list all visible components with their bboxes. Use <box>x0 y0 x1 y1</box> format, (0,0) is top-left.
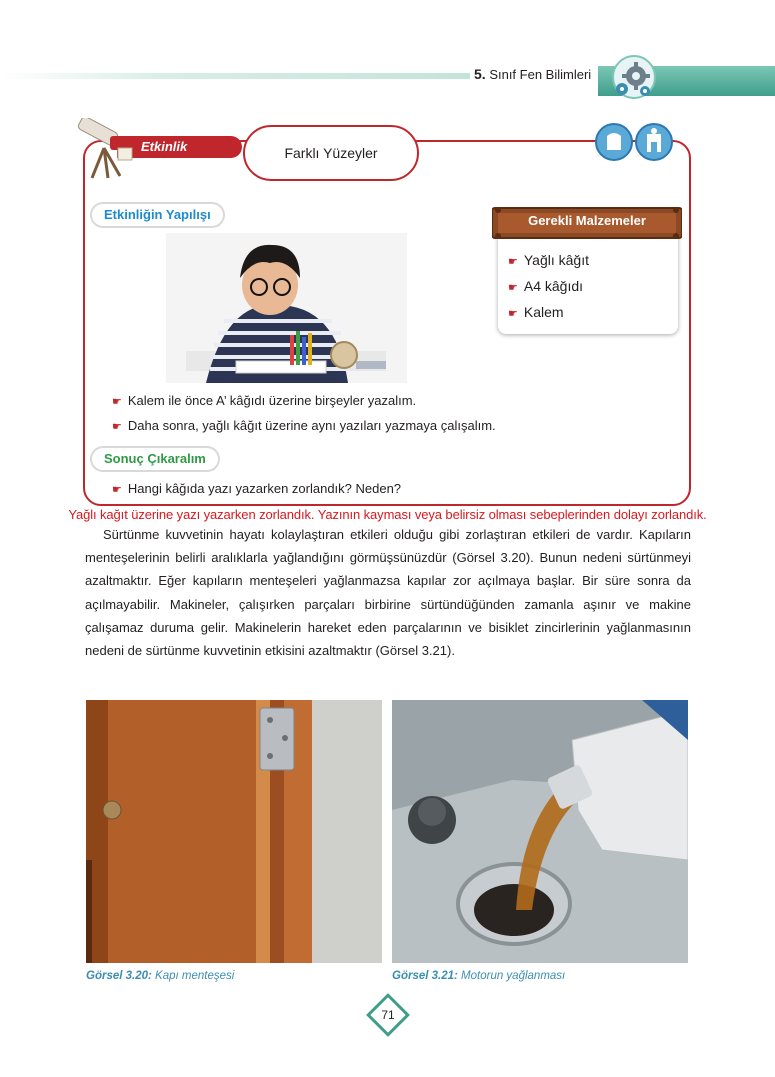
gear-icon <box>606 51 658 103</box>
list-item: ☛ Kalem <box>508 304 564 320</box>
header-rule <box>0 73 470 79</box>
telescope-icon <box>74 118 140 180</box>
pointing-hand-icon: ☛ <box>112 484 122 496</box>
pointing-hand-icon: ☛ <box>508 308 518 320</box>
conclusion-heading: Sonuç Çıkaralım <box>92 448 218 470</box>
door-hinge-photo <box>86 700 382 963</box>
materials-list <box>508 248 589 326</box>
activity-title: Farklı Yüzeyler <box>243 125 419 181</box>
pointing-hand-icon: ☛ <box>508 256 518 268</box>
pointing-hand-icon: ☛ <box>112 396 122 408</box>
list-item: ☛ A4 kâğıdı <box>508 278 584 294</box>
pointing-hand-icon: ☛ <box>112 421 122 433</box>
safety-gear-icon <box>594 122 674 162</box>
materials-heading: Gerekli Malzemeler <box>528 213 646 228</box>
boy-writing-photo <box>166 233 407 383</box>
activity-question: ☛ Hangi kâğıda yazı yazarken zorlandık? Neden? <box>112 481 402 496</box>
chapter-name: Sınıf Fen Bilimleri <box>489 67 592 82</box>
chapter-number: 5. <box>474 66 486 82</box>
answer-text: Yağlı kağıt üzerine yazı yazarken zorlandık. Yazının kayması veya belirsiz olması sebeplerinden dolayı zorlandık. <box>68 507 707 522</box>
page-number: 71 <box>381 1008 395 1022</box>
pointing-hand-icon: ☛ <box>508 282 518 294</box>
figure-caption-3-20: Görsel 3.20: Kapı menteşesi <box>86 970 235 982</box>
body-paragraph: Sürtünme kuvvetinin hayatı kolaylaştıran etkileri olduğu gibi zorlaştıran etkileri de vardır. Kapıların menteşelerinin belirli aralıklarla yağlandığını görmüşsünüzdür (Görsel 3.20). Bunun nedeni sürtünmeyi azaltmaktır. Eğer kapıların menteşeleri yağlanmazsa kapılar zor açılmaya başlar. Bir süre sonra da açılmayabilir. Makineler, çalışırken parçaları birbirine sürtündüğünden zamanla aşınır ve makine çalışamaz duruma gelir. Makinelerin hareket eden parçalarının ve bisiklet zincirlerinin yağlanmasının nedeni de sürtünme kuvvetinin etkisini azaltmaktır (Görsel 3.21). <box>85 527 691 659</box>
chapter-title <box>474 66 591 82</box>
figure-caption-3-21: Görsel 3.21: Motorun yağlanması <box>392 970 566 982</box>
list-item: ☛ Daha sonra, yağlı kâğıt üzerine aynı yazıları yazmaya çalışalım. <box>112 418 496 433</box>
activity-steps <box>112 389 496 439</box>
list-item: ☛ Yağlı kâğıt <box>508 252 589 268</box>
engine-oil-photo <box>392 700 688 963</box>
list-item: ☛ Kalem ile önce A’ kâğıdı üzerine birşeyler yazalım. <box>112 393 417 408</box>
activity-label: Etkinlik <box>117 136 242 158</box>
procedure-heading: Etkinliğin Yapılışı <box>92 204 223 226</box>
